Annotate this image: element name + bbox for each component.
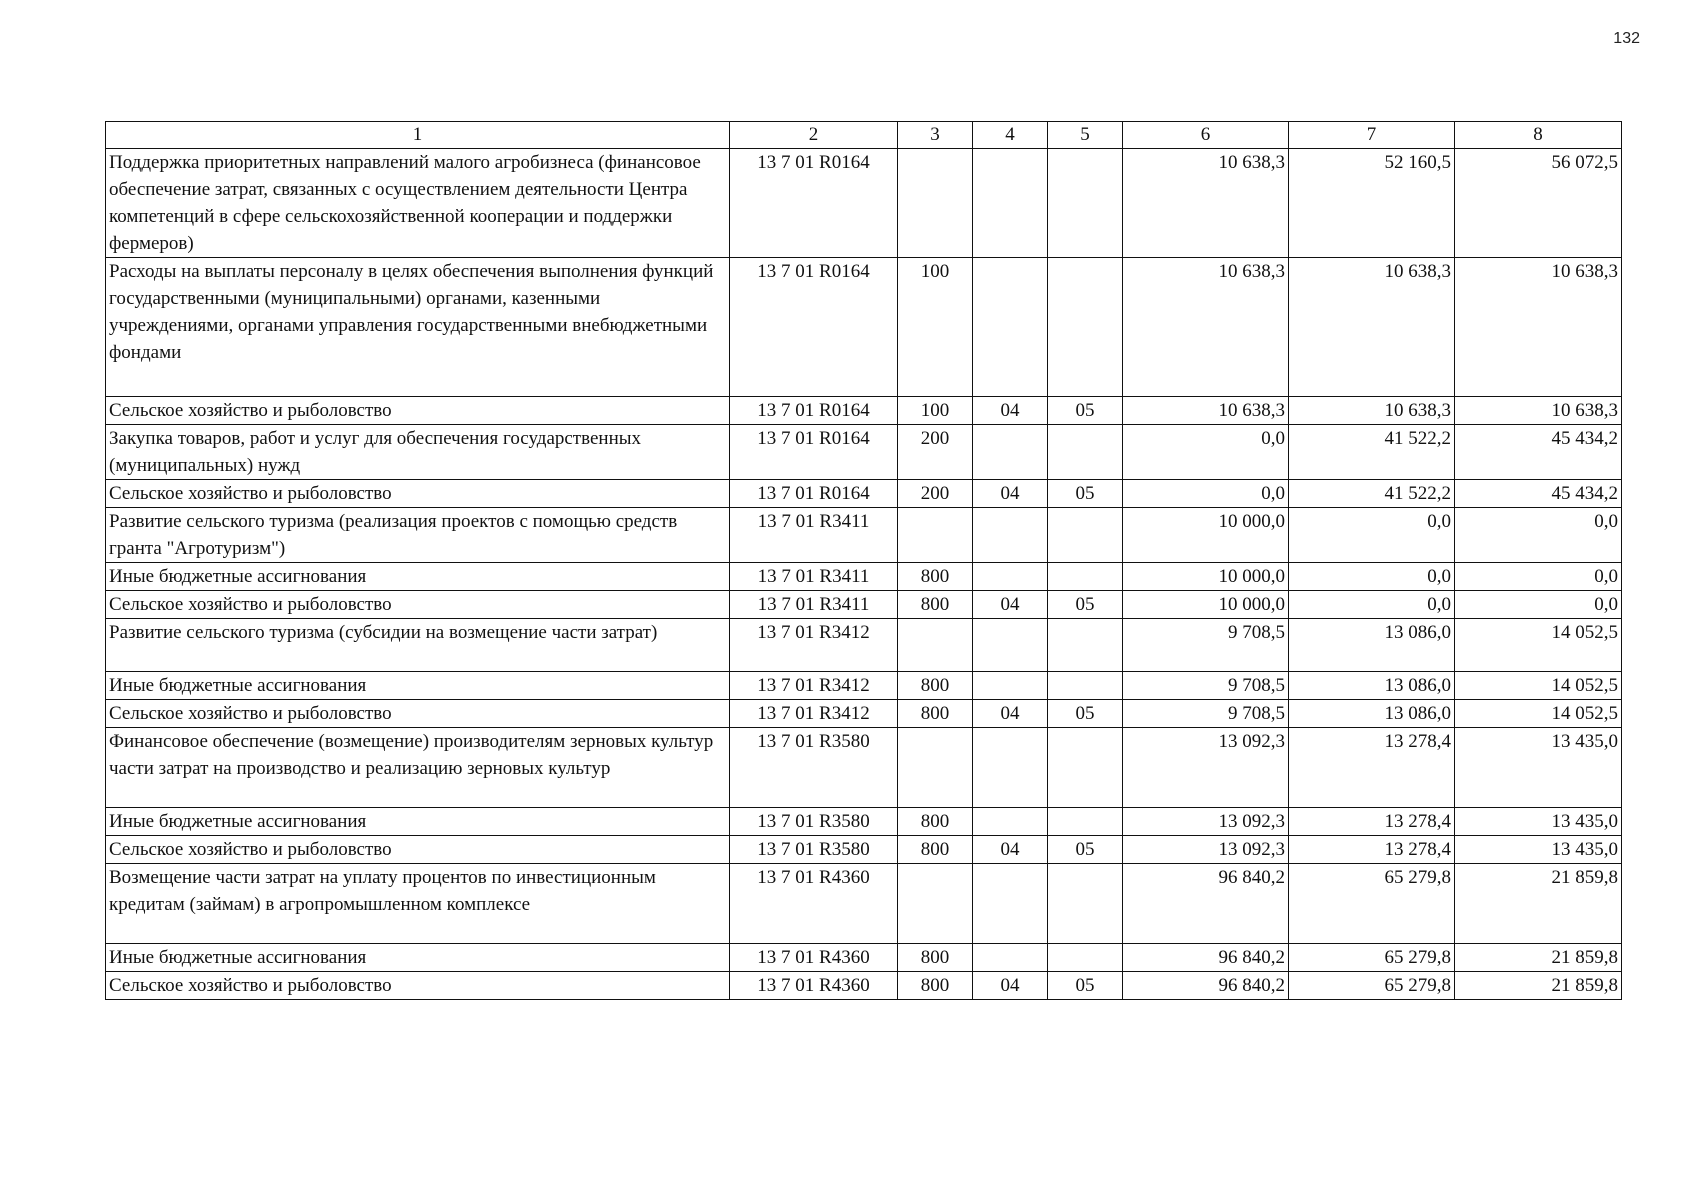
row-col3-cell: 800 <box>898 808 973 836</box>
row-col8-cell: 45 434,2 <box>1455 425 1622 480</box>
row-col6-cell: 10 638,3 <box>1123 397 1289 425</box>
row-col6-cell: 13 092,3 <box>1123 836 1289 864</box>
table-row <box>106 808 1622 836</box>
row-col7-cell: 13 278,4 <box>1289 836 1455 864</box>
row-col5-cell <box>1048 864 1123 944</box>
column-header: 4 <box>973 122 1048 149</box>
table-row <box>106 258 1622 397</box>
row-col4-cell: 04 <box>973 972 1048 1000</box>
row-code-cell: 13 7 01 R0164 <box>730 149 898 258</box>
row-name-cell: Иные бюджетные ассигнования <box>106 563 730 591</box>
row-col4-cell <box>973 149 1048 258</box>
row-name-cell: Поддержка приоритетных направлений малого агробизнеса (финансовое обеспечение затрат, связанных с осуществлением деятельности Центра компетенций в сфере сельскохозяйственной кооперации и поддержки фермеров) <box>106 149 730 258</box>
row-col5-cell: 05 <box>1048 700 1123 728</box>
table-row <box>106 563 1622 591</box>
row-col4-cell: 04 <box>973 397 1048 425</box>
row-col6-cell: 13 092,3 <box>1123 728 1289 808</box>
row-col3-cell: 800 <box>898 972 973 1000</box>
row-col5-cell <box>1048 808 1123 836</box>
row-code-cell: 13 7 01 R3580 <box>730 808 898 836</box>
row-col4-cell: 04 <box>973 836 1048 864</box>
row-col7-cell: 13 278,4 <box>1289 728 1455 808</box>
row-col4-cell: 04 <box>973 480 1048 508</box>
row-code-cell: 13 7 01 R0164 <box>730 397 898 425</box>
row-name-cell: Развитие сельского туризма (субсидии на возмещение части затрат) <box>106 619 730 672</box>
row-col6-cell: 10 638,3 <box>1123 149 1289 258</box>
row-name-cell: Сельское хозяйство и рыболовство <box>106 972 730 1000</box>
row-col6-cell: 96 840,2 <box>1123 944 1289 972</box>
table-row <box>106 508 1622 563</box>
page-number: 132 <box>1613 30 1640 47</box>
row-col8-cell: 21 859,8 <box>1455 864 1622 944</box>
row-col3-cell <box>898 619 973 672</box>
row-col3-cell: 800 <box>898 563 973 591</box>
row-col7-cell: 65 279,8 <box>1289 972 1455 1000</box>
row-col7-cell: 65 279,8 <box>1289 864 1455 944</box>
row-col7-cell: 13 278,4 <box>1289 808 1455 836</box>
row-col4-cell: 04 <box>973 591 1048 619</box>
row-col8-cell: 21 859,8 <box>1455 972 1622 1000</box>
row-col7-cell: 41 522,2 <box>1289 425 1455 480</box>
column-header: 3 <box>898 122 973 149</box>
row-col3-cell: 800 <box>898 672 973 700</box>
row-col5-cell: 05 <box>1048 972 1123 1000</box>
column-header: 1 <box>106 122 730 149</box>
table-row <box>106 397 1622 425</box>
row-col5-cell: 05 <box>1048 836 1123 864</box>
row-col4-cell <box>973 563 1048 591</box>
column-header: 2 <box>730 122 898 149</box>
row-col7-cell: 13 086,0 <box>1289 672 1455 700</box>
row-col5-cell <box>1048 149 1123 258</box>
row-col6-cell: 96 840,2 <box>1123 864 1289 944</box>
row-col6-cell: 0,0 <box>1123 480 1289 508</box>
row-col3-cell <box>898 508 973 563</box>
table-row <box>106 672 1622 700</box>
row-name-cell: Возмещение части затрат на уплату процентов по инвестиционным кредитам (займам) в агропромышленном комплексе <box>106 864 730 944</box>
column-header: 5 <box>1048 122 1123 149</box>
row-col4-cell <box>973 944 1048 972</box>
row-name-cell: Сельское хозяйство и рыболовство <box>106 397 730 425</box>
row-col7-cell: 13 086,0 <box>1289 700 1455 728</box>
row-col8-cell: 45 434,2 <box>1455 480 1622 508</box>
row-col6-cell: 0,0 <box>1123 425 1289 480</box>
row-col6-cell: 13 092,3 <box>1123 808 1289 836</box>
row-col3-cell <box>898 149 973 258</box>
row-name-cell: Иные бюджетные ассигнования <box>106 944 730 972</box>
row-col6-cell: 9 708,5 <box>1123 700 1289 728</box>
row-col8-cell: 21 859,8 <box>1455 944 1622 972</box>
row-name-cell: Сельское хозяйство и рыболовство <box>106 480 730 508</box>
row-col3-cell: 800 <box>898 836 973 864</box>
row-code-cell: 13 7 01 R4360 <box>730 944 898 972</box>
row-code-cell: 13 7 01 R3412 <box>730 672 898 700</box>
row-col8-cell: 10 638,3 <box>1455 258 1622 397</box>
row-col7-cell: 52 160,5 <box>1289 149 1455 258</box>
row-col8-cell: 10 638,3 <box>1455 397 1622 425</box>
row-code-cell: 13 7 01 R4360 <box>730 972 898 1000</box>
table-row <box>106 591 1622 619</box>
column-header: 8 <box>1455 122 1622 149</box>
row-col6-cell: 9 708,5 <box>1123 619 1289 672</box>
row-name-cell: Закупка товаров, работ и услуг для обеспечения государственных (муниципальных) нужд <box>106 425 730 480</box>
table-row <box>106 619 1622 672</box>
row-col7-cell: 10 638,3 <box>1289 397 1455 425</box>
row-col4-cell <box>973 672 1048 700</box>
row-code-cell: 13 7 01 R0164 <box>730 258 898 397</box>
row-col7-cell: 13 086,0 <box>1289 619 1455 672</box>
row-col8-cell: 0,0 <box>1455 508 1622 563</box>
row-name-cell: Сельское хозяйство и рыболовство <box>106 836 730 864</box>
row-col5-cell <box>1048 563 1123 591</box>
row-col5-cell <box>1048 425 1123 480</box>
row-name-cell: Иные бюджетные ассигнования <box>106 808 730 836</box>
row-name-cell: Развитие сельского туризма (реализация проектов с помощью средств гранта "Агротуризм") <box>106 508 730 563</box>
row-name-cell: Сельское хозяйство и рыболовство <box>106 591 730 619</box>
row-col5-cell <box>1048 672 1123 700</box>
row-name-cell: Иные бюджетные ассигнования <box>106 672 730 700</box>
row-name-cell: Финансовое обеспечение (возмещение) производителям зерновых культур части затрат на производство и реализацию зерновых культур <box>106 728 730 808</box>
row-col7-cell: 0,0 <box>1289 563 1455 591</box>
row-code-cell: 13 7 01 R0164 <box>730 425 898 480</box>
column-header: 7 <box>1289 122 1455 149</box>
table-row <box>106 480 1622 508</box>
table-row <box>106 944 1622 972</box>
row-code-cell: 13 7 01 R3411 <box>730 563 898 591</box>
table-row <box>106 836 1622 864</box>
row-col5-cell <box>1048 258 1123 397</box>
table-row <box>106 972 1622 1000</box>
row-name-cell: Расходы на выплаты персоналу в целях обеспечения выполнения функций государственными (муниципальными) органами, казенными учреждениями, органами управления государственными внебюджетными фондами <box>106 258 730 397</box>
row-col7-cell: 0,0 <box>1289 508 1455 563</box>
table-row <box>106 728 1622 808</box>
row-col6-cell: 10 000,0 <box>1123 591 1289 619</box>
row-col8-cell: 14 052,5 <box>1455 672 1622 700</box>
row-col3-cell <box>898 864 973 944</box>
row-col8-cell: 13 435,0 <box>1455 728 1622 808</box>
row-col6-cell: 10 638,3 <box>1123 258 1289 397</box>
row-col8-cell: 0,0 <box>1455 563 1622 591</box>
table-row <box>106 700 1622 728</box>
header-row <box>106 122 1622 149</box>
column-header: 6 <box>1123 122 1289 149</box>
row-col4-cell <box>973 425 1048 480</box>
row-col3-cell: 100 <box>898 397 973 425</box>
row-col5-cell <box>1048 619 1123 672</box>
row-col3-cell: 800 <box>898 591 973 619</box>
row-col3-cell: 200 <box>898 480 973 508</box>
row-col6-cell: 10 000,0 <box>1123 508 1289 563</box>
row-col7-cell: 65 279,8 <box>1289 944 1455 972</box>
row-col3-cell: 800 <box>898 944 973 972</box>
row-col8-cell: 13 435,0 <box>1455 836 1622 864</box>
row-code-cell: 13 7 01 R3580 <box>730 728 898 808</box>
row-col6-cell: 9 708,5 <box>1123 672 1289 700</box>
table-row <box>106 425 1622 480</box>
row-code-cell: 13 7 01 R3411 <box>730 591 898 619</box>
row-col5-cell: 05 <box>1048 591 1123 619</box>
row-col6-cell: 10 000,0 <box>1123 563 1289 591</box>
row-col4-cell <box>973 619 1048 672</box>
row-code-cell: 13 7 01 R0164 <box>730 480 898 508</box>
row-col5-cell: 05 <box>1048 397 1123 425</box>
row-col8-cell: 56 072,5 <box>1455 149 1622 258</box>
row-col6-cell: 96 840,2 <box>1123 972 1289 1000</box>
row-col8-cell: 0,0 <box>1455 591 1622 619</box>
row-code-cell: 13 7 01 R3580 <box>730 836 898 864</box>
row-col3-cell <box>898 728 973 808</box>
row-col3-cell: 200 <box>898 425 973 480</box>
row-col4-cell <box>973 864 1048 944</box>
row-code-cell: 13 7 01 R3412 <box>730 700 898 728</box>
row-col8-cell: 13 435,0 <box>1455 808 1622 836</box>
row-col4-cell <box>973 508 1048 563</box>
row-col8-cell: 14 052,5 <box>1455 700 1622 728</box>
row-col5-cell <box>1048 508 1123 563</box>
row-col4-cell <box>973 728 1048 808</box>
table-row <box>106 149 1622 258</box>
row-col3-cell: 100 <box>898 258 973 397</box>
row-col5-cell <box>1048 944 1123 972</box>
row-col7-cell: 10 638,3 <box>1289 258 1455 397</box>
row-col4-cell <box>973 258 1048 397</box>
row-col4-cell <box>973 808 1048 836</box>
budget-table <box>105 121 1622 1000</box>
row-col4-cell: 04 <box>973 700 1048 728</box>
row-code-cell: 13 7 01 R3411 <box>730 508 898 563</box>
row-col3-cell: 800 <box>898 700 973 728</box>
table-row <box>106 864 1622 944</box>
row-col8-cell: 14 052,5 <box>1455 619 1622 672</box>
row-col7-cell: 41 522,2 <box>1289 480 1455 508</box>
row-code-cell: 13 7 01 R4360 <box>730 864 898 944</box>
row-col5-cell <box>1048 728 1123 808</box>
row-name-cell: Сельское хозяйство и рыболовство <box>106 700 730 728</box>
row-col5-cell: 05 <box>1048 480 1123 508</box>
row-col7-cell: 0,0 <box>1289 591 1455 619</box>
row-code-cell: 13 7 01 R3412 <box>730 619 898 672</box>
